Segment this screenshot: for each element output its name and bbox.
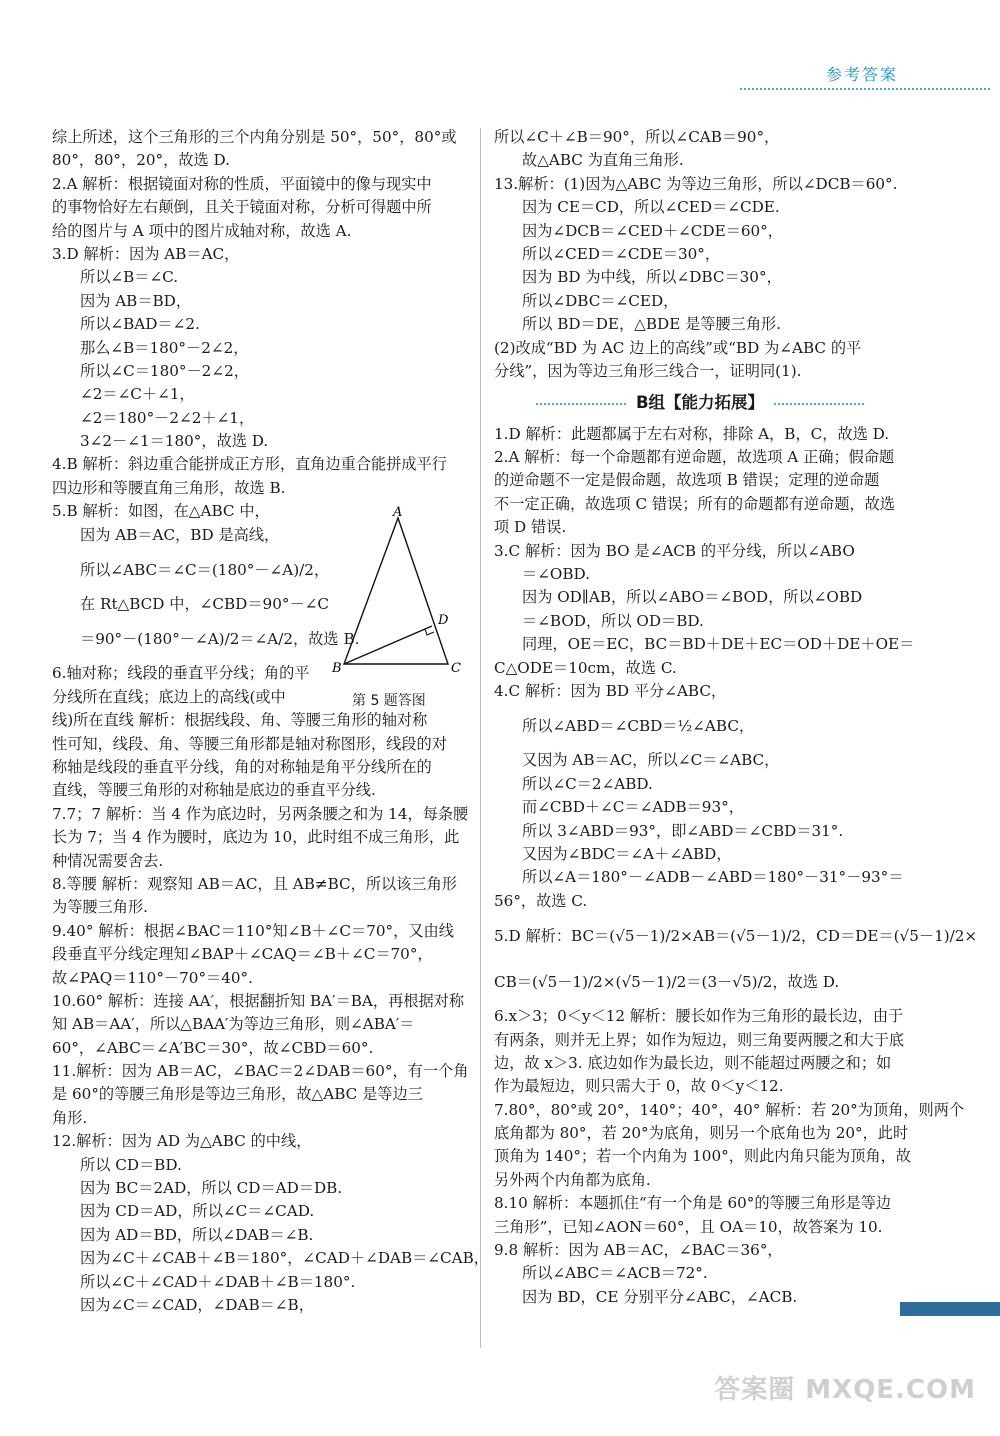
text-line: 所以∠C＋∠B＝90°，所以∠CAB＝90°，: [494, 128, 780, 146]
text-line: 种情况需要舍去.: [52, 851, 164, 870]
text-line: 56°，故选 C.: [494, 891, 588, 910]
text-line: (2)改成“BD 为 AC 边上的高线”或“BD 为∠ABC 的平: [494, 338, 862, 357]
header-rule: [740, 88, 990, 90]
text-line: 分线”，因为等边三角形三线合一，证明同(1).: [494, 361, 802, 380]
text-line: 所以∠A＝180°－∠ADB－∠ABD＝180°－31°－93°＝: [522, 868, 904, 887]
text-line: 边，故 x＞3. 底边如作为最长边，则不能超过两腰之和；如: [494, 1053, 892, 1072]
text-line: 线)所在直线 解析：根据线段、角、等腰三角形的轴对称: [52, 711, 428, 730]
vertex-label-d: D: [438, 613, 449, 628]
text-line: 3.C 解析：因为 BO 是∠ACB 的平分线，所以∠ABO: [494, 541, 855, 560]
text-line: 所以 3∠ABD＝93°，即∠ABD＝∠CBD＝31°.: [522, 821, 844, 840]
text-line: 所以 BD＝DE，△BDE 是等腰三角形.: [522, 315, 782, 334]
text-line: 顶角为 140°；若一个内角为 100°，则此内角只能为顶角，故: [494, 1147, 911, 1166]
text-line: 13.解析：(1)因为△ABC 为等边三角形，所以∠DCB＝60°.: [494, 174, 898, 193]
text-line: 因为 BD 为中线，所以∠DBC＝30°，: [522, 268, 782, 287]
text-line: 80°，80°，20°，故选 D.: [52, 151, 230, 170]
text-line: 因为∠DCB＝∠CED＋∠CDE＝60°，: [522, 221, 783, 240]
text-line: 在 Rt△BCD 中，∠CBD＝90°－∠C: [80, 595, 329, 614]
text-line: 因为 AB＝BD，: [80, 291, 192, 310]
text-line: 3.D 解析：因为 AB＝AC，: [52, 244, 240, 263]
text-line: 3∠2－∠1＝180°，故选 D.: [80, 432, 269, 451]
text-line: 9.8 解析：因为 AB＝AC，∠BAC＝36°，: [494, 1241, 783, 1260]
figure-caption: 第 5 题答图: [352, 693, 426, 709]
vertex-label-b: B: [332, 661, 342, 676]
text-line: 8.10 解析：本题抓住“有一个角是 60°的等腰三角形是等边: [494, 1194, 892, 1213]
text-line: 知 AB＝AA′，所以△BAA′为等边三角形，则∠ABA′＝: [52, 1015, 415, 1034]
text-line: 有两条，则并无上界；如作为短边，则三角要两腰之和大于底: [494, 1030, 905, 1049]
text-line: 段垂直平分线定理知∠BAP＋∠CAQ＝∠B＋∠C＝70°，: [52, 945, 433, 964]
text-line: 4.C 解析：因为 BD 平分∠ABC，: [494, 682, 727, 700]
text-line: 因为 BD，CE 分别平分∠ABC，∠ACB.: [522, 1287, 798, 1306]
text-line: 2.A 解析：根据镜面对称的性质，平面镜中的像与现实中: [52, 174, 432, 193]
text-line: 10.60° 解析：连接 AA′，根据翻折知 BA′＝BA，再根据对称: [52, 991, 465, 1010]
text-line: 的逆命题不一定是假命题，故选项 B 错误；定理的逆命题: [494, 471, 880, 490]
text-line: 因为∠C＋∠CAB＋∠B＝180°，∠CAD＋∠DAB＝∠CAB，: [80, 1249, 489, 1268]
text-line: 那么∠B＝180°－2∠2，: [80, 338, 249, 357]
text-line: 所以∠C＝180°－2∠2，: [80, 361, 249, 380]
text-line: 为等腰三角形.: [52, 898, 148, 917]
text-line: 6.轴对称；线段的垂直平分线；角的平: [52, 664, 310, 683]
text-line: 另外两个内角都为底角.: [494, 1170, 651, 1189]
column-divider: [480, 128, 481, 1348]
text-line: 6.x＞3；0＜y＜12 解析：腰长如作为三角形的最长边，由于: [494, 1007, 904, 1026]
text-line: 因为∠C＝∠CAD，∠DAB＝∠B，: [80, 1295, 314, 1314]
watermark: 答案圈 MXQE.COM: [714, 1375, 976, 1405]
text-line: 8.等腰 解析：观察知 AB＝AC，且 AB≠BC，所以该三角形: [52, 874, 457, 893]
triangle-figure: [330, 506, 480, 716]
right-column-part-a: [494, 126, 906, 383]
text-line: 不一定正确，故选项 C 错误；所有的命题都有逆命题，故选: [494, 494, 895, 513]
text-line: 是 60°的等腰三角形是等边三角形，故△ABC 是等边三: [52, 1085, 423, 1104]
text-line: 综上所述，这个三角形的三个内角分别是 50°，50°，80°或: [52, 128, 457, 146]
text-line: 作为最短边，则只需大于 0，故 0＜y＜12.: [494, 1077, 784, 1096]
text-line: 5.B 解析：如图，在△ABC 中，: [52, 502, 270, 521]
text-line: 给的图片与 A 项中的图片成轴对称，故选 A.: [52, 221, 352, 240]
text-line: 因为 CE＝CD，所以∠CED＝∠CDE.: [522, 198, 780, 217]
text-line: 因为 CD＝AD，所以∠C＝∠CAD.: [80, 1202, 315, 1221]
vertex-label-a: A: [393, 505, 403, 520]
text-line: ∠2＝180°－2∠2＋∠1，: [80, 408, 255, 427]
right-angle-mark: [425, 629, 434, 635]
text-line: 所以∠DBC＝∠CED，: [522, 291, 679, 310]
text-line: CB＝(√5－1)/2×(√5－1)/2＝(3－√5)/2，故选 D.: [494, 973, 840, 992]
section-b-title: [494, 391, 906, 414]
text-line: 所以∠ABC＝∠C＝(180°－∠A)/2，: [80, 561, 330, 580]
text-line: ＝∠OBD.: [522, 565, 590, 584]
text-line: 分线所在直线；底边上的高线(或中: [52, 687, 286, 706]
text-line: 称轴是线段的垂直平分线，角的对称轴是角平分线所在的: [52, 757, 432, 776]
text-line: 12.解析：因为 AD 为△ABC 的中线，: [52, 1132, 312, 1151]
text-line: 四边形和等腰直角三角形，故选 B.: [52, 478, 286, 497]
text-line: 同理，OE＝EC，BC＝BD＋DE＋EC＝OD＋DE＋OE＝: [522, 635, 915, 654]
text-line: 所以∠C＋∠CAD＋∠DAB＋∠B＝180°.: [80, 1272, 356, 1291]
text-line: 所以∠BAD＝∠2.: [80, 315, 200, 334]
section-rule-left: [536, 403, 626, 405]
left-column: [52, 126, 489, 1317]
text-line: 故∠PAQ＝110°－70°＝40°.: [52, 968, 253, 987]
text-line: 7.7；7 解析：当 4 作为底边时，另两条腰之和为 14，每条腰: [52, 804, 469, 823]
text-line: 5.D 解析：BC＝(√5－1)/2×AB＝(√5－1)/2，CD＝DE＝(√5－1)/2×: [494, 927, 978, 946]
text-line: 所以∠ABD＝∠CBD＝½∠ABC，: [522, 717, 755, 736]
text-line: 项 D 错误.: [494, 518, 567, 537]
text-line: 60°，∠ABC＝∠A′BC＝30°，故∠CBD＝60°.: [52, 1038, 374, 1057]
text-line: 长为 7；当 4 作为腰时，底边为 10，此时组不成三角形，此: [52, 828, 460, 847]
text-line: 11.解析：因为 AB＝AC，∠BAC＝2∠DAB＝60°，有一个角: [52, 1062, 469, 1081]
section-b-title-text: B组【能力拓展】: [635, 393, 765, 413]
triangle-diagram: [330, 506, 480, 686]
text-line: 1.D 解析：此题都属于左右对称，排除 A，B，C，故选 D.: [494, 424, 890, 443]
text-line: 三角形”，已知∠AON＝60°，且 OA＝10，故答案为 10.: [494, 1217, 883, 1236]
text-line: 2.A 解析：每一个命题都有逆命题，故选项 A 正确；假命题: [494, 448, 895, 467]
text-line: 4.B 解析：斜边重合能拼成正方形，直角边重合能拼成平行: [52, 455, 447, 474]
text-line: 因为 BC＝2AD，所以 CD＝AD＝DB.: [80, 1179, 343, 1198]
section-rule-right: [774, 403, 864, 405]
right-column-part-b: [494, 423, 978, 1310]
text-line: 所以∠C＝2∠ABD.: [522, 774, 653, 793]
text-line: 所以∠ABC＝∠ACB＝72°.: [522, 1264, 708, 1283]
text-line: 所以 CD＝BD.: [80, 1155, 182, 1174]
text-line: 而∠CBD＋∠C＝∠ADB＝93°，: [522, 798, 744, 817]
text-line: 9.40° 解析：根据∠BAC＝110°知∠B＋∠C＝70°，又由线: [52, 921, 454, 940]
text-line: C△ODE＝10cm，故选 C.: [494, 658, 677, 677]
text-line: ∠2＝∠C＋∠1，: [80, 385, 195, 404]
text-line: 角形.: [52, 1108, 88, 1127]
text-line: 性可知，线段、角、等腰三角形都是轴对称图形，线段的对: [52, 734, 447, 753]
text-line: 7.80°，80°或 20°，140°；40°，40° 解析：若 20°为顶角，则两个: [494, 1100, 965, 1119]
text-line: 因为 AB＝AC，BD 是高线，: [80, 525, 280, 544]
text-line: 底角都为 80°，若 20°为底角，则另一个底角也为 20°，此时: [494, 1124, 909, 1143]
vertex-label-c: C: [451, 661, 461, 676]
text-line: 因为 OD∥AB，所以∠ABO＝∠BOD，所以∠OBD: [522, 588, 863, 607]
header-title: 参考答案: [826, 65, 899, 84]
text-line: 所以∠CED＝∠CDE＝30°，: [522, 244, 721, 263]
text-line: 的事物恰好左右颠倒，且关于镜面对称，分析可得题中所: [52, 198, 432, 217]
text-line: 又因为∠BDC＝∠A＋∠ABD，: [522, 844, 732, 863]
text-line: ＝∠BOD，所以 OD＝BD.: [522, 611, 704, 630]
text-line: 所以∠B＝∠C.: [80, 268, 179, 287]
page-corner-tab: [900, 1302, 1000, 1316]
text-line: 因为 AD＝BD，所以∠DAB＝∠B.: [80, 1225, 314, 1244]
text-line: 又因为 AB＝AC，所以∠C＝∠ABC，: [522, 751, 780, 770]
altitude-bd: [344, 626, 432, 664]
text-line: 故△ABC 为直角三角形.: [522, 151, 684, 170]
text-line: 直线，等腰三角形的对称轴是底边的垂直平分线.: [52, 781, 376, 800]
right-column: [494, 126, 978, 1309]
text-line: ＝90°－(180°－∠A)/2＝∠A/2，故选 B.: [80, 630, 360, 649]
